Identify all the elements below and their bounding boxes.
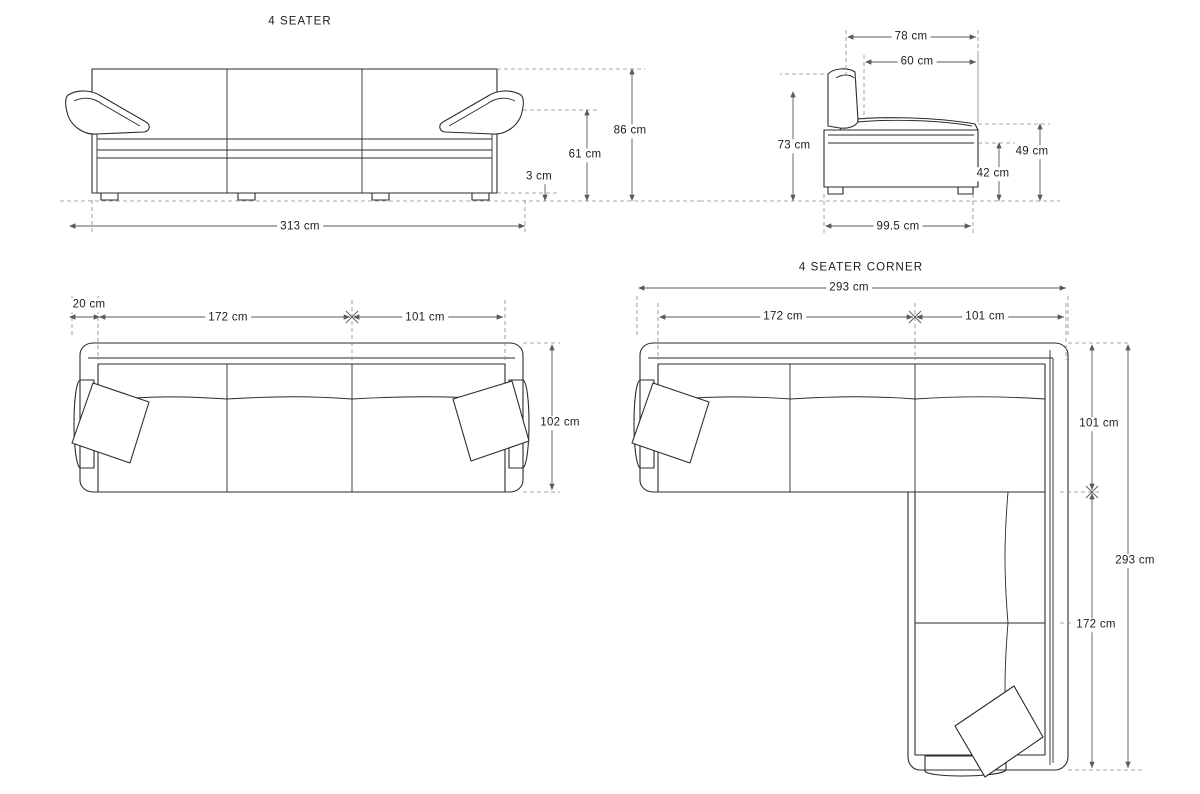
dimension-label-293cm-right: 293 cm xyxy=(1112,554,1158,568)
title-4-seater-corner: 4 SEATER CORNER xyxy=(798,261,924,274)
dimension-label-61cm: 61 cm xyxy=(566,148,605,162)
dimension-label-293cm-top: 293 cm xyxy=(826,281,872,295)
dimension-label-73cm: 73 cm xyxy=(775,139,814,153)
dimension-label-20cm: 20 cm xyxy=(70,298,109,312)
dimension-label-3cm: 3 cm xyxy=(523,170,555,184)
dimension-label-101cm-corner-right: 101 cm xyxy=(1076,417,1122,431)
plan-straight-drawing xyxy=(70,296,560,492)
dimension-label-42cm: 42 cm xyxy=(974,167,1013,181)
side-elevation-drawing xyxy=(700,30,1060,235)
dimension-label-86cm: 86 cm xyxy=(611,124,650,138)
dimension-label-99-5cm: 99.5 cm xyxy=(873,220,922,234)
dimension-label-60cm: 60 cm xyxy=(898,55,937,69)
dimension-label-102cm: 102 cm xyxy=(537,416,583,430)
dimension-label-172cm-corner-top: 172 cm xyxy=(760,310,806,324)
plan-corner-drawing xyxy=(632,288,1145,777)
dimension-label-78cm: 78 cm xyxy=(892,30,931,44)
dimension-label-49cm: 49 cm xyxy=(1013,145,1052,159)
title-4-seater: 4 SEATER xyxy=(268,15,332,28)
dimension-label-313cm: 313 cm xyxy=(277,220,323,234)
dimension-label-172cm-plan: 172 cm xyxy=(205,311,251,325)
dimension-label-172cm-corner-right: 172 cm xyxy=(1073,618,1119,632)
dimension-label-101cm-corner-top: 101 cm xyxy=(962,310,1008,324)
dimension-label-101cm-plan: 101 cm xyxy=(402,311,448,325)
